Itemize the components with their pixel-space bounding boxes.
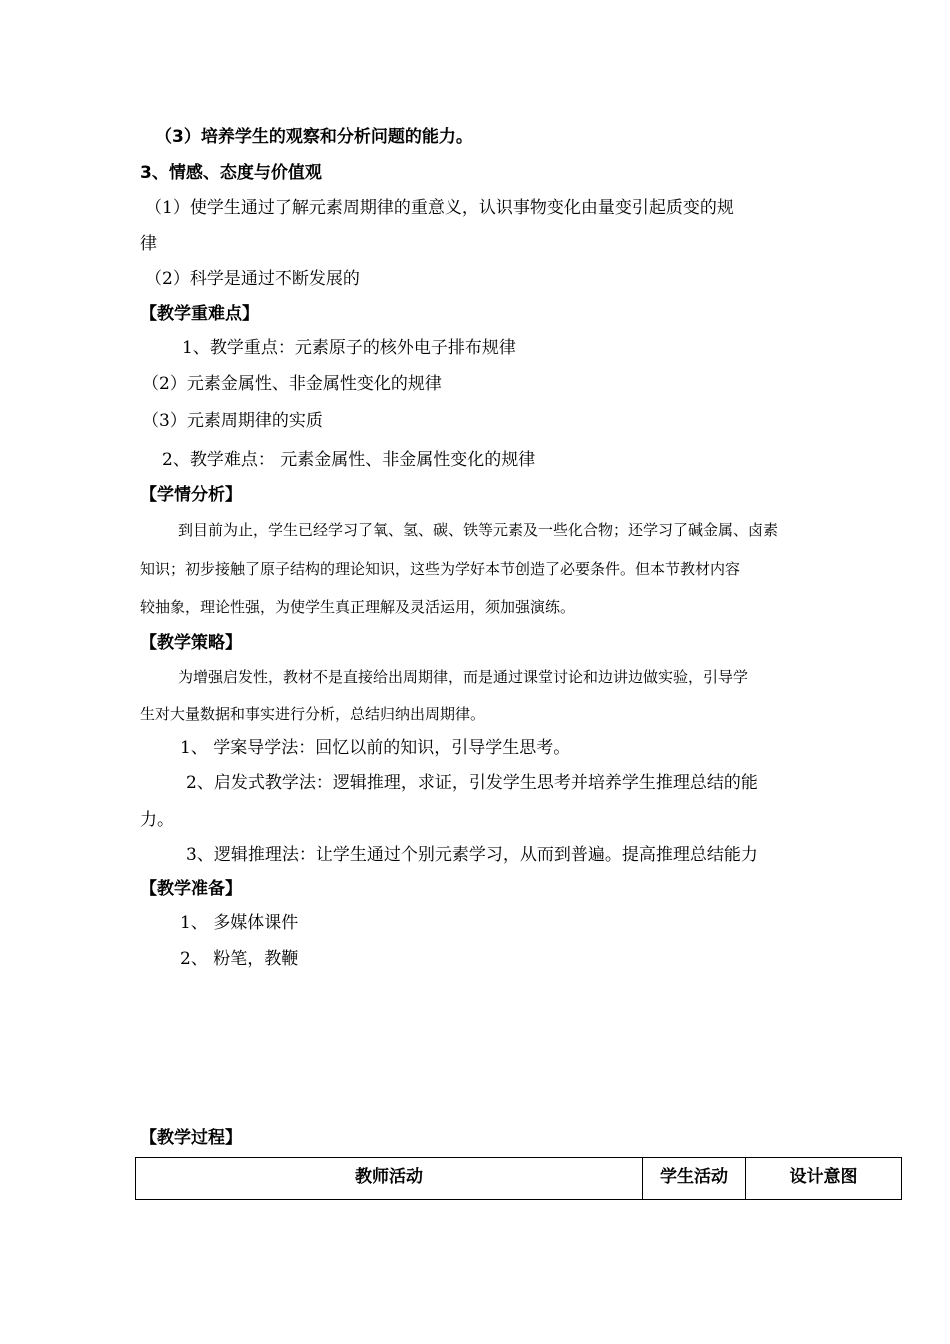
section-heading: 3、情感、态度与价值观 [140,163,322,183]
text-line: 3、逻辑推理法：让学生通过个别元素学习，从而到普遍。提高推理总结能力 [186,845,758,865]
text-line: 2、 粉笔，教鞭 [180,949,299,969]
text-line: （2）科学是通过不断发展的 [145,269,360,289]
text-line: 2、启发式教学法：逻辑推理，求证，引发学生思考并培养学生推理总结的能 [186,773,758,793]
section-heading: 【教学准备】 [140,879,242,899]
table-header-row [136,1158,902,1200]
section-heading: 【教学策略】 [140,633,242,653]
section-heading: 【教学过程】 [140,1128,242,1148]
text-line: （2）元素金属性、非金属性变化的规律 [142,374,442,394]
teaching-process-table [135,1157,902,1200]
text-line: 力。 [140,810,174,830]
text-line: 1、 学案导学法：回忆以前的知识，引导学生思考。 [180,738,571,758]
header-student-activity: 学生活动 [643,1158,746,1200]
text-line: 到目前为止，学生已经学习了氧、氢、碳、铁等元素及一些化合物；还学习了碱金属、卤素 [178,521,779,539]
text-line: （1）使学生通过了解元素周期律的重意义，认识事物变化由量变引起质变的规 [145,198,734,218]
text-line: 生对大量数据和事实进行分析，总结归纳出周期律。 [140,705,486,723]
text-line: 较抽象，理论性强，为使学生真正理解及灵活运用，须加强演练。 [140,598,576,616]
header-teacher-activity: 教师活动 [136,1158,643,1200]
text-line: 为增强启发性，教材不是直接给出周期律，而是通过课堂讨论和边讲边做实验，引导学 [178,668,749,686]
text-line: 知识；初步接触了原子结构的理论知识，这些为学好本节创造了必要条件。但本节教材内容 [140,560,741,578]
text-line: （3）元素周期律的实质 [142,411,323,431]
text-line: 1、教学重点：元素原子的核外电子排布规律 [182,338,516,358]
header-design-intent: 设计意图 [746,1158,902,1200]
text-line: （3）培养学生的观察和分析问题的能力。 [155,127,473,147]
section-heading: 【教学重难点】 [140,304,259,324]
text-line: 2、教学难点： 元素金属性、非金属性变化的规律 [162,450,536,470]
text-line: 1、 多媒体课件 [180,913,299,933]
section-heading: 【学情分析】 [140,485,242,505]
text-line: 律 [140,234,157,254]
